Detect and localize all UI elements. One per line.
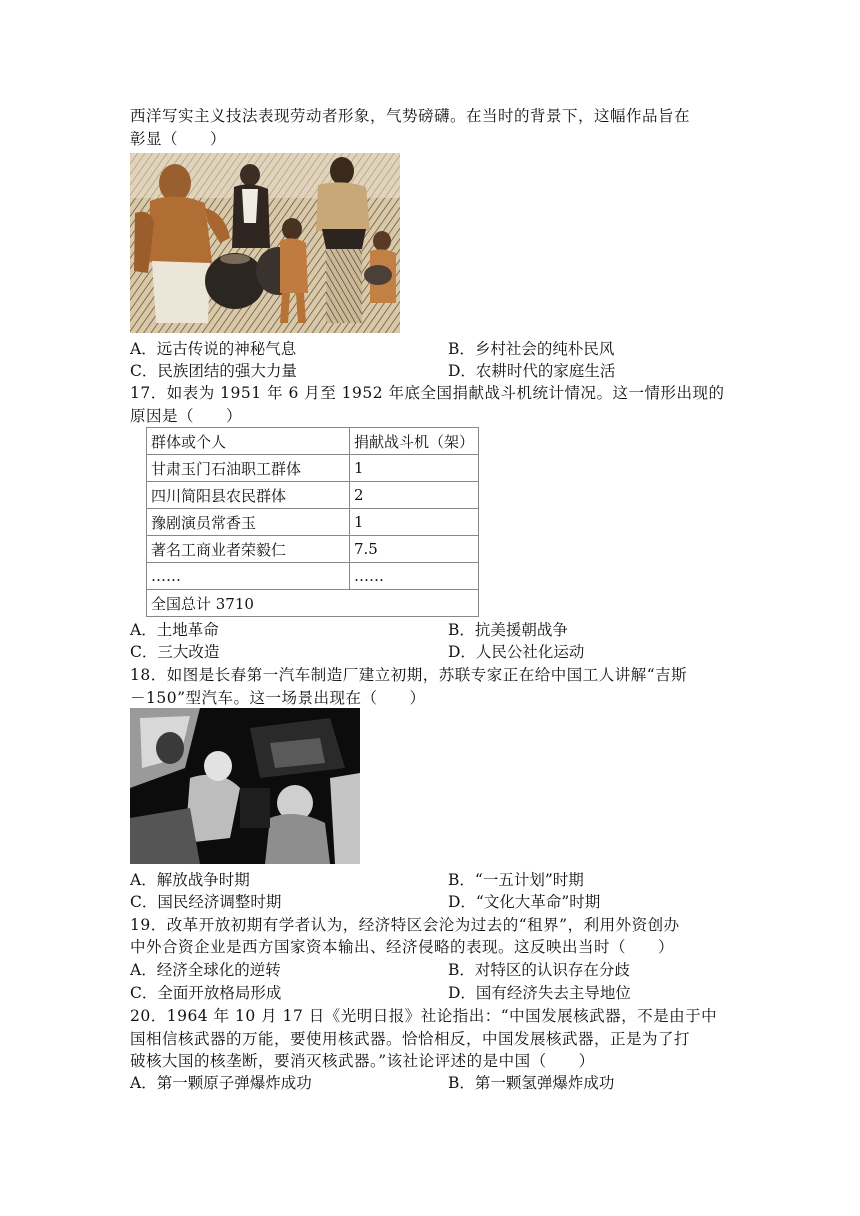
table-cell: 2 <box>350 482 479 509</box>
q18-stem-line2: －150”型汽车。这一场景出现在（ ） <box>130 689 426 707</box>
q16-option-d[interactable]: D．农耕时代的家庭生活 <box>448 362 616 380</box>
table-header-row <box>147 428 479 455</box>
q18-option-c[interactable]: C．国民经济调整时期 <box>130 893 282 911</box>
q16-stem-line2: 彰显（ ） <box>130 130 227 148</box>
table-total-cell: 全国总计 3710 <box>147 590 479 617</box>
q17-option-d[interactable]: D．人民公社化运动 <box>448 643 585 661</box>
q20-option-a[interactable]: A．第一颗原子弹爆炸成功 <box>130 1074 312 1092</box>
table-row <box>147 563 479 590</box>
q18-stem-line1: 18．如图是长春第一汽车制造厂建立初期，苏联专家正在给中国工人讲解“吉斯 <box>130 666 688 684</box>
q20-stem-line3: 破核大国的核垄断，要消灭核武器。”该社论评述的是中国（ ） <box>130 1052 595 1070</box>
q17-option-a[interactable]: A．土地革命 <box>130 621 219 639</box>
table-row <box>147 536 479 563</box>
table-cell: 四川简阳县农民群体 <box>147 482 350 509</box>
table-cell: 著名工商业者荣毅仁 <box>147 536 350 563</box>
q16-option-c[interactable]: C．民族团结的强大力量 <box>130 362 297 380</box>
donation-table <box>146 427 479 617</box>
factory-photo <box>130 708 360 864</box>
table-cell: …… <box>147 563 350 590</box>
q17-option-b[interactable]: B．抗美援朝战争 <box>448 621 568 639</box>
q19-option-d[interactable]: D．国有经济失去主导地位 <box>448 984 631 1002</box>
q20-option-b[interactable]: B．第一颗氢弹爆炸成功 <box>448 1074 615 1092</box>
table-cell: 7.5 <box>350 536 479 563</box>
q19-option-c[interactable]: C．全面开放格局形成 <box>130 984 282 1002</box>
table-total-row <box>147 590 479 617</box>
q16-stem-line1: 西洋写实主义技法表现劳动者形象，气势磅礴。在当时的背景下，这幅作品旨在 <box>130 107 691 125</box>
painting-illustration <box>130 153 400 333</box>
q18-option-b[interactable]: B．“一五计划”时期 <box>448 871 584 889</box>
table-header-cell: 捐献战斗机（架） <box>350 428 479 455</box>
table-cell: …… <box>350 563 479 590</box>
q19-stem-line2: 中外合资企业是西方国家资本输出、经济侵略的表现。这反映出当时（ ） <box>130 938 675 956</box>
q20-stem-line2: 国相信核武器的万能，要使用核武器。恰恰相反，中国发展核武器，正是为了打 <box>130 1030 691 1048</box>
table-row <box>147 509 479 536</box>
q16-option-b[interactable]: B．乡村社会的纯朴民风 <box>448 340 615 358</box>
q17-stem-line1: 17．如表为 1951 年 6 月至 1952 年底全国捐献战斗机统计情况。这一情形出现的 <box>130 384 725 402</box>
q20-stem-line1: 20．1964 年 10 月 17 日《光明日报》社论指出：“中国发展核武器，不是由于中 <box>130 1007 718 1025</box>
table-cell: 1 <box>350 455 479 482</box>
table-cell: 甘肃玉门石油职工群体 <box>147 455 350 482</box>
q19-stem-line1: 19．改革开放初期有学者认为，经济特区会沦为过去的“租界”，利用外资创办 <box>130 916 680 934</box>
q17-option-c[interactable]: C．三大改造 <box>130 643 220 661</box>
q18-option-a[interactable]: A．解放战争时期 <box>130 871 250 889</box>
q19-option-b[interactable]: B．对特区的认识存在分歧 <box>448 961 630 979</box>
table-row <box>147 482 479 509</box>
table-cell: 豫剧演员常香玉 <box>147 509 350 536</box>
q16-option-a[interactable]: A．远古传说的神秘气息 <box>130 340 297 358</box>
q19-option-a[interactable]: A．经济全球化的逆转 <box>130 961 281 979</box>
q18-option-d[interactable]: D．“文化大革命”时期 <box>448 893 601 911</box>
table-cell: 1 <box>350 509 479 536</box>
table-row <box>147 455 479 482</box>
q17-stem-line2: 原因是（ ） <box>130 407 243 425</box>
table-header-cell: 群体或个人 <box>147 428 350 455</box>
